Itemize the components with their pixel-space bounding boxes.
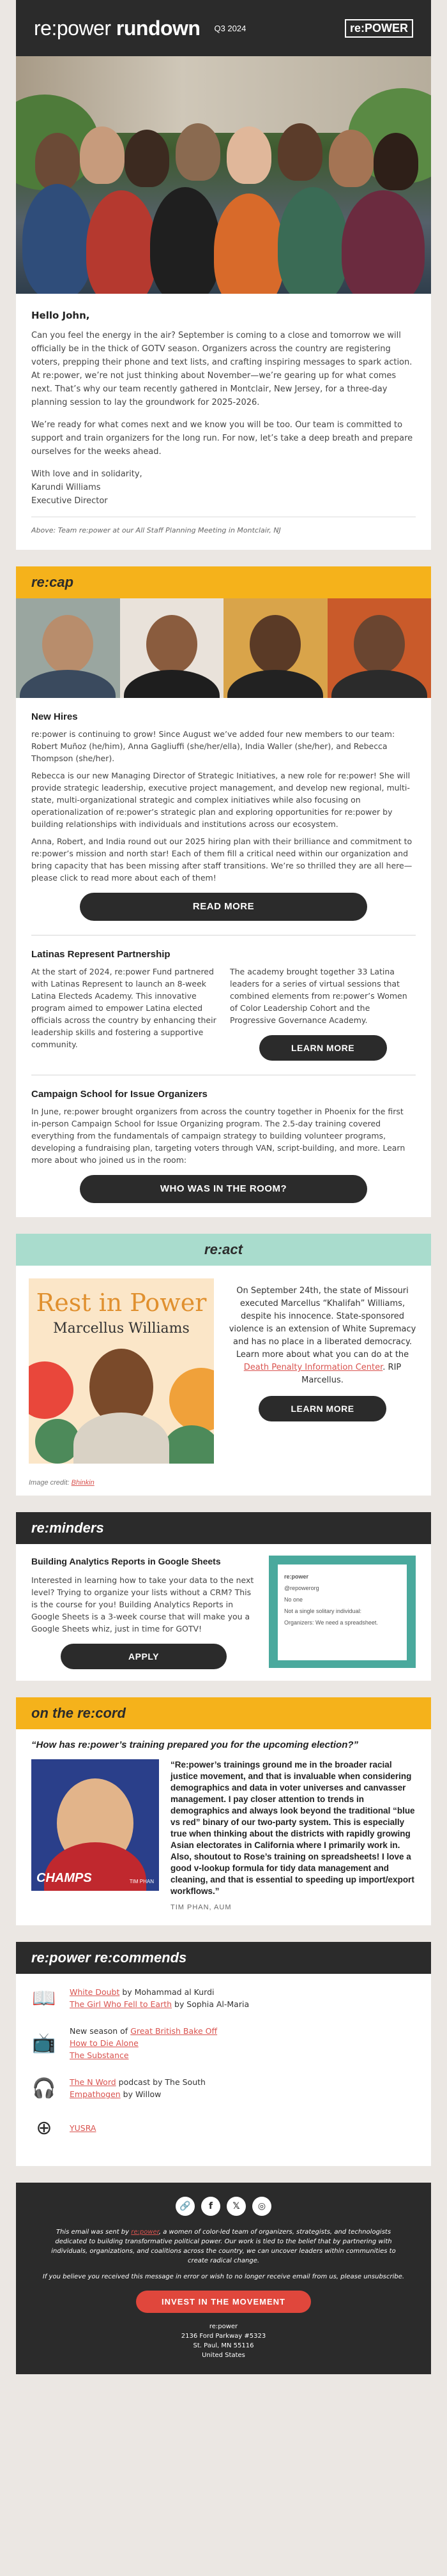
recommend-item-other <box>31 2115 416 2140</box>
who-was-in-the-room-button[interactable]: WHO WAS IN THE ROOM? <box>80 1175 367 1203</box>
rec-link[interactable]: The Girl Who Fell to Earth <box>70 1999 172 2009</box>
read-more-button[interactable]: READ MORE <box>80 893 367 921</box>
react-heading: re:act <box>16 1234 431 1266</box>
campaign-school-title: Campaign School for Issue Organizers <box>31 1089 208 1100</box>
record-heading: on the re:cord <box>16 1697 431 1729</box>
course-description: Interested in learning how to take your data to the next level? Trying to organize your lists without a CRM? This is the course for you! Building Analytics Reports in Google Sheets is a 3-week course that will make you a Google Sheets whiz, just in time for GOTV! <box>31 1575 254 1633</box>
rec-link[interactable]: The Substance <box>70 2050 129 2060</box>
tweet-screenshot: re:power @repowerorg No one Not a single solitary individual: Organizers: We need a spreadsheet. <box>269 1556 416 1668</box>
headphones-icon: 🎧 <box>32 2077 56 2100</box>
new-hire-photos <box>16 598 431 698</box>
tv-icon: 📺 <box>32 2032 56 2054</box>
reminders-section <box>16 1544 431 1681</box>
rec-link[interactable]: How to Die Alone <box>70 2038 139 2048</box>
campaign-school-article: Campaign School for Issue Organizers In June, re:power brought organizers from across the country together in Phoenix for the first in-person Campaign School for Issue Organizing program. The 2.5-day training covered everything from the fundamentals of campaign strategy to building volunteer programs, developing a fundraising plan, targeting voters through VAN, script-building, and more. Learn more about who joined us in the room: WHO WAS IN THE ROOM? <box>16 1075 431 1217</box>
latinas-represent-article: Latinas Represent Partnership At the start of 2024, re:power Fund partnered with Latinas Represent to launch an 8-week Latina Electeds Academy. This innovative program aimed to empower Latina elected officials across the country by enhancing their leadership skills and fostering a supportive community. The academy brought together 33 Latina leaders for a series of virtual sessions that combined elements from re:power’s Women of Color Leadership Cohort and the Progressive Governance Academy. LEARN MORE <box>16 936 431 1075</box>
recap-heading: re:cap <box>16 566 431 598</box>
recommend-item-tv: 📺 New season of Great British Bake Off How to Die Alone The Substance <box>32 2026 218 2060</box>
footer-blurb: This email was sent by re:power, a women of color-led team of organizers, strategists, and technologists dedicated to building transformative political power. Our work is tied to the belief that by partnering with individuals, organizations, and coalitions across the country, we can uncover leaders within communities to create radical change. <box>51 2229 396 2264</box>
new-hires-article: New Hires re:power is continuing to grow! Since August we’ve added four new members to our team: Robert Muñoz (he/him), Anna Gagliuffi (she/her/ella), India Waller (she/her), and Rebecca Thompson (she/her). Rebecca is our new Managing Director of Strategic Initiatives, a new role for re:power! She will provide strategic leadership, executive project management, and develop new regional, multi-state, multi-organizational strategic and complex initiatives while also focusing on operationalization of re:power’s strategic plan and exploring opportunities for re:power by building relationships with individuals and institutions across our ecosystem. Anna, Robert, and India round out our 2025 hiring plan with their brilliance and commitment to re:power’s mission and north star! Each of them fill a critical need within our organization and bring capacity that has been missing after staff transitions. We’re so thrilled they are all here—please click to read more about each of them! READ MORE <box>16 698 431 935</box>
book-icon: 📖 <box>32 1987 56 2010</box>
apply-button[interactable]: APPLY <box>61 1644 227 1669</box>
tim-phan-photo: CHAMPS TIM PHAN <box>31 1759 159 1891</box>
rec-link[interactable]: YUSRA <box>70 2123 96 2133</box>
recommends-heading: re:power re:commends <box>16 1942 431 1974</box>
intro-paragraph-1: Can you feel the energy in the air? September is coming to a close and tomorrow we will officially be in the thick of GOTV season. Organizers across the country are registering voters, prepping their phone and text lists, and crafting inspiring messages to spark action. At re:power, we’re not just thinking about November—we’re gearing up for what comes next. That’s why our team recently gathered in Montclair, New Jersey, for a three-day planning session to lay the groundwork for 2025-2026. <box>31 331 413 407</box>
react-description: On September 24th, the state of Missouri executed Marcellus “Khalifah” Williams, despite his innocence. State-sponsored violence is an extension of White Supremacy and has no place in a liberated democracy. Learn more about what you can do at the Death Penalty Information Center. RIP Marcellus. <box>229 1286 416 1385</box>
record-section <box>16 1729 431 1925</box>
image-credit-link[interactable]: Bhinkin <box>71 1479 95 1487</box>
intro-paragraph-2: We’re ready for what comes next and we know you will be too. Our team is committed to support and train organizers for the long run. For now, let’s take a deep breath and prepare ourselves for the weeks ahead. <box>31 420 413 457</box>
signature: With love and in solidarity, Karundi Williams Executive Director <box>31 469 142 506</box>
dpic-link[interactable]: Death Penalty Information Center <box>243 1363 383 1372</box>
rest-in-power-poster: Rest in Power Marcellus Williams <box>29 1278 214 1464</box>
team-photo <box>16 56 431 294</box>
react-learn-more-button[interactable]: LEARN MORE <box>259 1396 386 1421</box>
new-hires-title: New Hires <box>31 711 78 722</box>
recommend-item-podcasts: 🎧 The N Word podcast by The South Empathogen by Willow <box>31 2075 416 2101</box>
rec-link[interactable]: White Doubt <box>70 1987 120 1997</box>
unsubscribe-text[interactable]: If you believe you received this message in error or wish to no longer receive email from us, please unsubscribe. <box>42 2273 405 2280</box>
rec-link[interactable]: Great British Bake Off <box>130 2026 218 2036</box>
x-icon[interactable]: 𝕏 <box>227 2197 246 2216</box>
latinas-title: Latinas Represent Partnership <box>31 949 170 960</box>
reminders-heading: re:minders <box>16 1512 431 1544</box>
record-attribution: TIM PHAN, AUM <box>170 1904 232 1911</box>
link-icon[interactable]: 🔗 <box>176 2197 195 2216</box>
footer-repower-link[interactable]: re:power <box>131 2229 159 2236</box>
recommends-list <box>16 1974 431 2166</box>
email-header <box>16 0 431 56</box>
email <box>16 0 431 2374</box>
record-answer: “Re:power’s trainings ground me in the broader racial justice movement, and that is invaluable when considering demographics and data in voter universes and canvasser management. I pay closer attention to trends in demographics and always look beyond the traditional “blue vs red” binary of our two-party system. This is especially true when thinking about the districts with rapidly growing Asian electorates in California where I primarily work in. Also, shoutout to Rose’s training on spreadsheets! I love a good v-lookup formula for tidy data management and cleaning, and that is essential to speeding up import/export workflows.” <box>170 1760 415 1896</box>
email-footer <box>16 2183 431 2374</box>
greeting: Hello John, <box>31 310 90 321</box>
social-links <box>42 2197 405 2216</box>
rec-link[interactable]: The N Word <box>70 2077 116 2087</box>
record-question: “How has re:power’s training prepared you for the upcoming election?” <box>31 1739 359 1750</box>
newsletter-title: re:power rundown <box>34 16 201 40</box>
facebook-icon[interactable]: f <box>201 2197 220 2216</box>
rec-link[interactable]: Empathogen <box>70 2089 121 2099</box>
repower-logo[interactable]: re:POWER <box>345 19 413 38</box>
invest-button[interactable]: INVEST IN THE MOVEMENT <box>136 2291 311 2313</box>
learn-more-button[interactable]: LEARN MORE <box>259 1035 387 1061</box>
image-credit: Image credit: Bhinkin <box>29 1479 95 1487</box>
intro-letter <box>16 294 431 550</box>
instagram-icon[interactable]: ◎ <box>252 2197 271 2216</box>
course-title: Building Analytics Reports in Google Sheets <box>31 1556 221 1566</box>
quarter-label: Q3 2024 <box>214 23 246 33</box>
recommend-item-books: 📖 White Doubt by Mohammad al Kurdi The Girl Who Fell to Earth by Sophia Al-Maria <box>31 1985 416 2011</box>
mailing-address: re:power 2136 Ford Parkway #5323 St. Paul, MN 55116 United States <box>181 2323 266 2359</box>
photo-caption: Above: Team re:power at our All Staff Planning Meeting in Montclair, NJ <box>31 517 416 537</box>
react-section <box>16 1266 431 1476</box>
plus-icon: ⊕ <box>36 2116 52 2139</box>
